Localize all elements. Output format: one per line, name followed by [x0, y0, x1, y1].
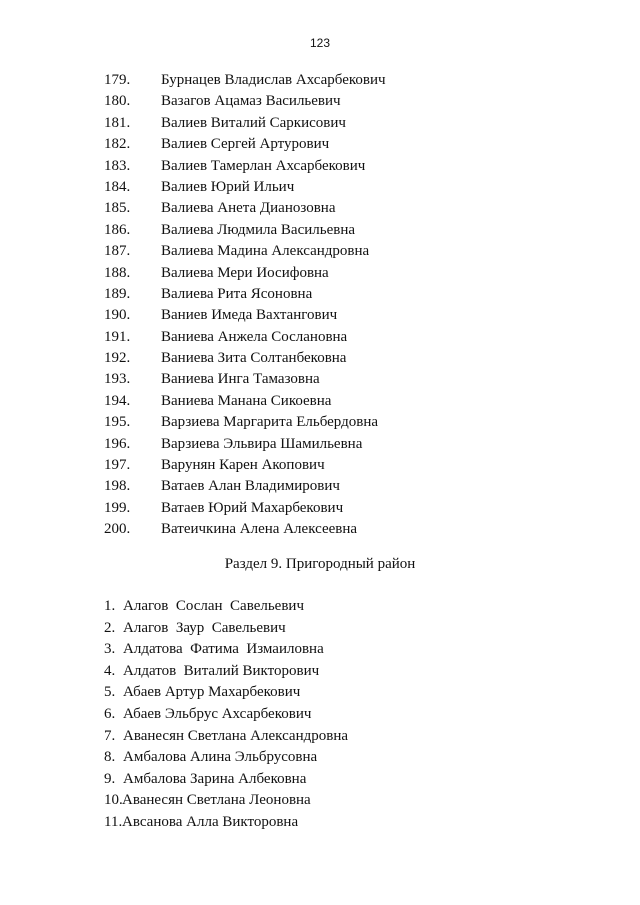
person-name: Ваниева Анжела Сослановна: [161, 328, 348, 345]
person-name: Валиева Анета Дианозовна: [161, 200, 336, 217]
list-item: [104, 639, 604, 661]
person-name: Абаев Артур Махарбекович: [123, 684, 301, 701]
page-number: 123: [309, 36, 331, 50]
list-item: [0, 434, 640, 455]
name-list-continued: [0, 70, 640, 541]
item-number: 1.: [104, 598, 116, 614]
person-name: Варзиева Эльвира Шамильевна: [161, 435, 363, 452]
item-number: 184.: [104, 178, 131, 195]
person-name: Валиев Сергей Артурович: [161, 136, 330, 153]
list-item: [0, 156, 640, 177]
item-number: 183.: [104, 157, 131, 174]
person-name: Варунян Карен Акопович: [161, 457, 325, 474]
item-number: 179.: [104, 72, 131, 88]
list-item: [104, 726, 604, 748]
person-name: Валиев Юрий Ильич: [161, 178, 295, 195]
list-item: [104, 596, 604, 618]
item-number: 181.: [104, 114, 131, 131]
person-name: Абаев Эльбрус Ахсарбекович: [123, 705, 312, 722]
list-item: [0, 476, 640, 497]
item-number: 197.: [104, 457, 131, 474]
person-name: Валиева Мадина Александровна: [161, 243, 370, 260]
person-name: Валиева Людмила Васильевна: [161, 221, 356, 238]
item-number: 193.: [104, 371, 131, 388]
list-item: [0, 70, 640, 91]
person-name: Амбалова Зарина Албековна: [123, 770, 307, 787]
list-item: [104, 661, 604, 683]
list-item: [0, 305, 640, 326]
item-number: 6.: [104, 705, 116, 722]
list-item: [104, 618, 604, 640]
item-number: 199.: [104, 499, 131, 516]
person-name: Ватеичкина Алена Алексеевна: [161, 521, 358, 538]
person-name: Валиева Рита Ясоновна: [161, 285, 313, 302]
item-number: 11.: [104, 813, 123, 830]
item-number: 185.: [104, 200, 131, 217]
person-name: Аванесян Светлана Александровна: [123, 727, 348, 744]
list-item: [0, 134, 640, 155]
list-item: [0, 198, 640, 219]
list-item: [0, 113, 640, 134]
list-item: [0, 519, 640, 540]
person-name: Ваниева Манана Сикоевна: [161, 392, 332, 409]
list-item: [0, 263, 640, 284]
person-name: Ватаев Алан Владимирович: [161, 478, 340, 495]
list-item: [0, 498, 640, 519]
list-item: [104, 769, 604, 791]
item-number: 4.: [104, 662, 116, 679]
list-item: [0, 391, 640, 412]
person-name: Амбалова Алина Эльбрусовна: [123, 749, 318, 766]
item-number: 3.: [104, 641, 116, 658]
person-name: Алдатова Фатима Измаиловна: [123, 641, 324, 658]
item-number: 10.: [104, 792, 123, 809]
person-name: Валиев Виталий Саркисович: [161, 114, 346, 131]
item-number: 187.: [104, 243, 131, 260]
item-number: 186.: [104, 221, 131, 238]
item-number: 9.: [104, 770, 116, 787]
item-number: 200.: [104, 521, 131, 538]
list-item: [104, 790, 604, 812]
list-item: [0, 327, 640, 348]
list-item: [104, 704, 604, 726]
item-number: 2.: [104, 619, 116, 636]
list-item: [0, 369, 640, 390]
person-name: Валиев Тамерлан Ахсарбекович: [161, 157, 366, 174]
item-number: 195.: [104, 414, 131, 431]
person-name: Алагов Заур Савельевич: [123, 619, 286, 636]
list-item: [0, 348, 640, 369]
item-number: 198.: [104, 478, 131, 495]
item-number: 182.: [104, 136, 131, 153]
item-number: 190.: [104, 307, 131, 324]
item-number: 7.: [104, 727, 116, 744]
item-number: 189.: [104, 285, 131, 302]
item-number: 5.: [104, 684, 116, 701]
person-name: Вазагов Ацамаз Васильевич: [161, 93, 341, 110]
list-item: [0, 412, 640, 433]
list-item: [104, 812, 604, 834]
person-name: Ваниев Имеда Вахтангович: [161, 307, 338, 324]
person-name: Авсанова Алла Викторовна: [122, 813, 299, 830]
person-name: Алагов Сослан Савельевич: [123, 598, 304, 614]
item-number: 194.: [104, 392, 131, 409]
list-item: [0, 177, 640, 198]
person-name: Ватаев Юрий Махарбекович: [161, 499, 344, 516]
item-number: 188.: [104, 264, 131, 281]
item-number: 192.: [104, 350, 131, 367]
person-name: Бурнацев Владислав Ахсарбекович: [161, 72, 386, 88]
list-item: [0, 284, 640, 305]
list-item: [104, 747, 604, 769]
person-name: Алдатов Виталий Викторович: [123, 662, 320, 679]
item-number: 8.: [104, 749, 116, 766]
section-heading: Раздел 9. Пригородный район: [224, 556, 416, 572]
list-item: [0, 91, 640, 112]
item-number: 180.: [104, 93, 131, 110]
list-item: [0, 241, 640, 262]
person-name: Варзиева Маргарита Ельбердовна: [161, 414, 379, 431]
person-name: Ваниева Зита Солтанбековна: [161, 350, 347, 367]
person-name: Аванесян Светлана Леоновна: [122, 792, 311, 809]
item-number: 196.: [104, 435, 131, 452]
district-name-list: [104, 596, 604, 834]
item-number: 191.: [104, 328, 131, 345]
list-item: [104, 682, 604, 704]
list-item: [0, 220, 640, 241]
list-item: [0, 455, 640, 476]
person-name: Ваниева Инга Тамазовна: [161, 371, 320, 388]
person-name: Валиева Мери Иосифовна: [161, 264, 329, 281]
